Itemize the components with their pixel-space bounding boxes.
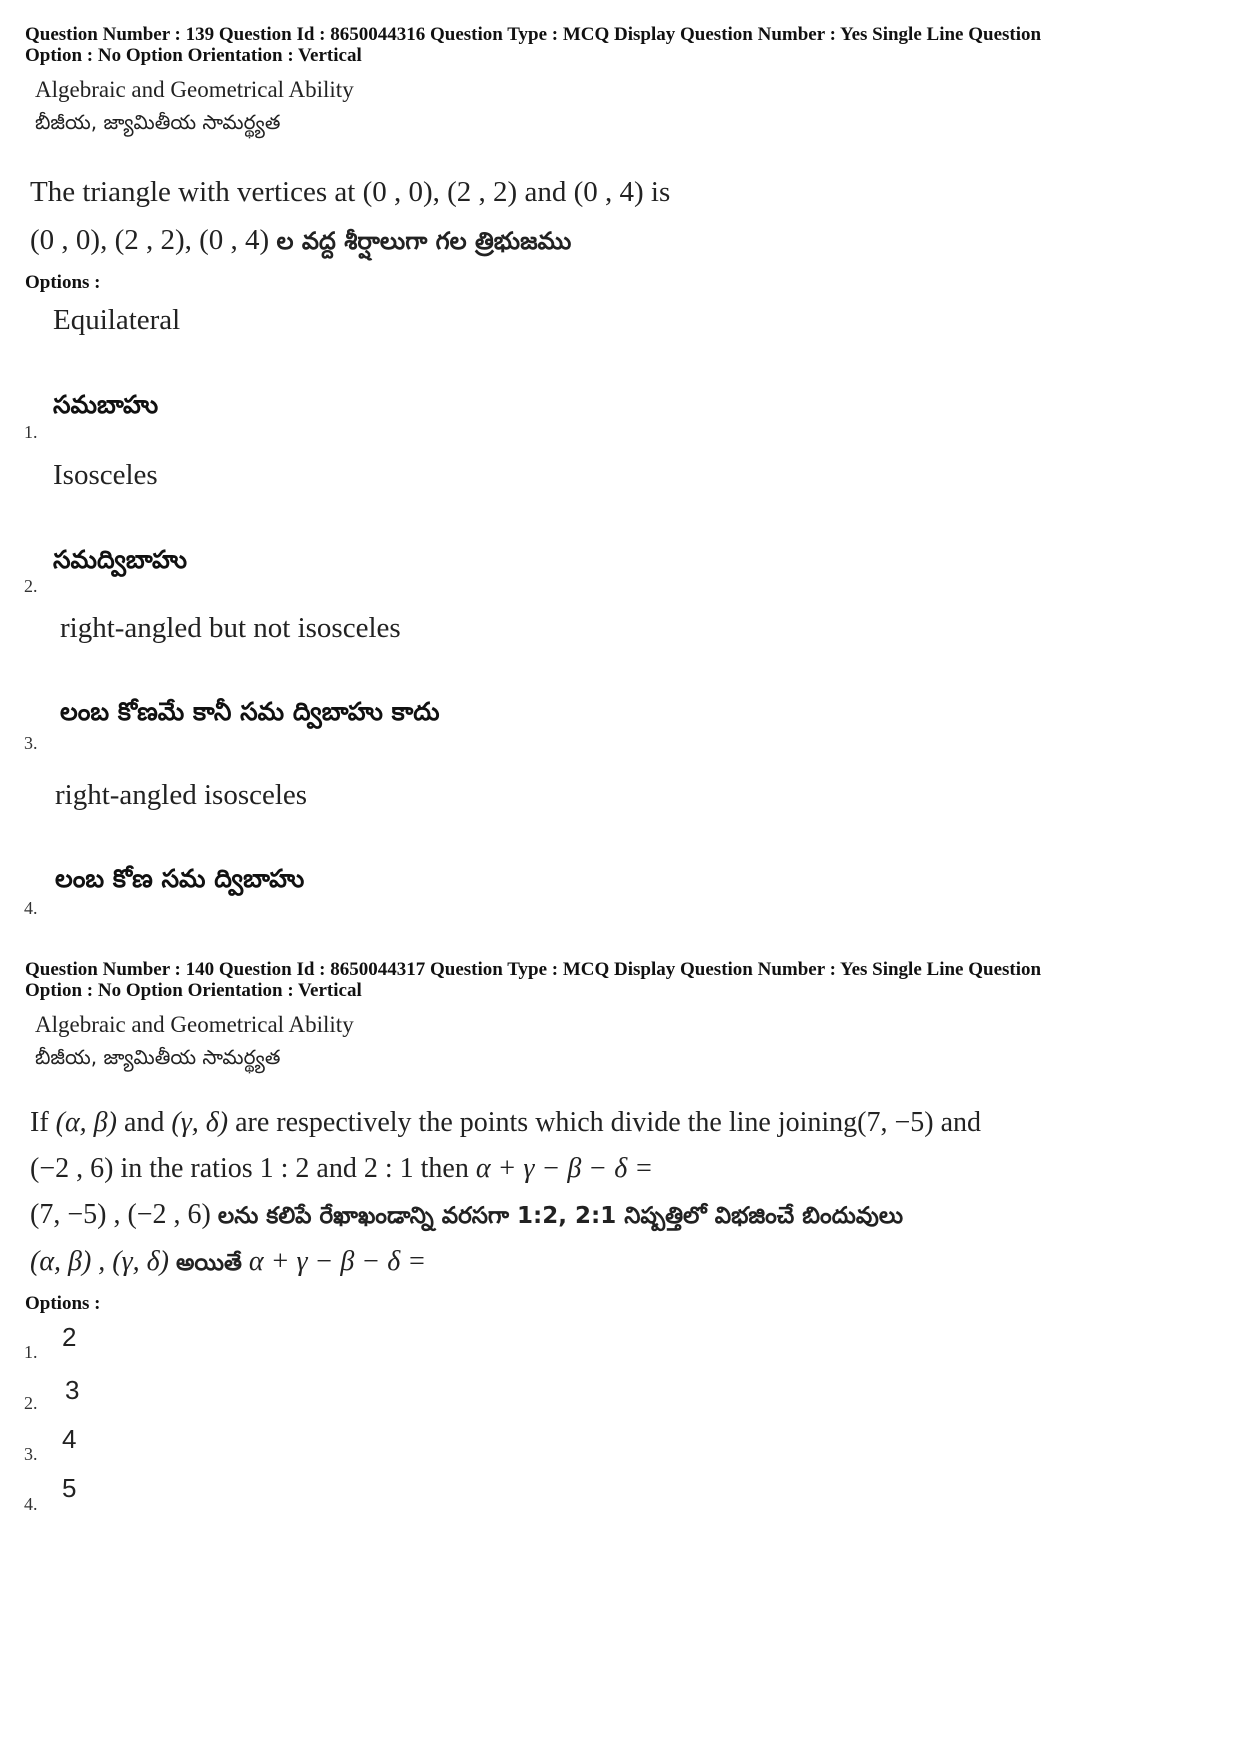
option-number: 3. xyxy=(24,1444,38,1464)
question-text-telugu-line xyxy=(30,216,670,265)
subject-english: Algebraic and Geometrical Ability xyxy=(35,1012,354,1037)
option-number: 1. xyxy=(24,1342,38,1362)
point-gamma-delta: (γ, δ) xyxy=(171,1107,229,1138)
question-text-telugu: లను కలిపే రేఖాఖండాన్ని వరసగా 1:2, 2:1 నిష్పత్తిలో విభజించే బిందువులు xyxy=(217,1203,904,1229)
subject-telugu: బీజీయ, జ్యామితీయ సామర్థ్యత xyxy=(35,110,281,134)
option-text-english: right-angled but not isosceles xyxy=(60,612,401,644)
question-text xyxy=(30,168,670,265)
question-header-line-1: Question Number : 140 Question Id : 8650044317 Question Type : MCQ Display Question Number : Yes Single Line Question xyxy=(25,959,1042,980)
option-number: 4. xyxy=(24,898,38,918)
option-number: 2. xyxy=(24,1393,38,1413)
question-header-line-2: Option : No Option Orientation : Vertical xyxy=(25,45,362,66)
option-number: 4. xyxy=(24,1494,38,1514)
subject-english: Algebraic and Geometrical Ability xyxy=(35,77,354,102)
option-text-telugu: సమబాహు xyxy=(53,390,159,419)
question-header xyxy=(25,959,1225,1001)
subject-block xyxy=(35,74,354,138)
question-line-1 xyxy=(30,1100,981,1146)
option-value: 4 xyxy=(62,1424,77,1454)
question-text-telugu: ల వద్ద శీర్షాలుగా గల త్రిభుజము xyxy=(276,227,572,255)
subject-telugu: బీజీయ, జ్యామితీయ సామర్థ్యత xyxy=(35,1045,281,1069)
option-text-english: right-angled isosceles xyxy=(55,779,308,811)
option-number: 1. xyxy=(24,422,38,442)
option-text-telugu: లంబ కోణమే కానీ సమ ద్విబాహు కాదు xyxy=(60,697,440,726)
option-text-english: Isosceles xyxy=(53,459,158,491)
text-fragment: If xyxy=(30,1107,56,1138)
option-text-english: Equilateral xyxy=(53,304,181,336)
option-text-telugu: లంబ కోణ సమ ద్విబాహు xyxy=(55,864,305,893)
question-header-line-2: Option : No Option Orientation : Vertical xyxy=(25,980,362,1001)
question-line-4 xyxy=(30,1239,981,1286)
text-fragment: (−2 , 6) in the ratios 1 : 2 and 2 : 1 then xyxy=(30,1153,476,1184)
option-number: 3. xyxy=(24,733,38,753)
question-line-3 xyxy=(30,1192,981,1239)
question-header xyxy=(25,24,1225,66)
expression: α + γ − β − δ = xyxy=(475,1153,654,1184)
option-value: 3 xyxy=(65,1375,80,1405)
question-coordinates: (7, −5) , (−2 , 6) xyxy=(30,1199,211,1230)
question-text-telugu: అయితే xyxy=(176,1250,242,1276)
text-fragment: are respectively the points which divide the line joining(7, −5) and xyxy=(228,1107,982,1138)
option-number: 2. xyxy=(24,576,38,596)
text-fragment: and xyxy=(116,1107,172,1138)
subject-block xyxy=(35,1009,354,1073)
point-alpha-beta: (α, β) xyxy=(55,1107,117,1138)
question-line-2 xyxy=(30,1146,981,1192)
question-text-english: The triangle with vertices at (0 , 0), (2 , 2) and (0 , 4) is xyxy=(30,176,671,208)
option-value: 2 xyxy=(62,1322,77,1352)
question-text xyxy=(30,1100,981,1286)
options-label: Options : xyxy=(25,1293,101,1314)
option-value: 5 xyxy=(62,1473,77,1503)
question-coordinates: (0 , 0), (2 , 2), (0 , 4) xyxy=(30,224,270,256)
option-text-telugu: సమద్విబాహు xyxy=(53,545,188,574)
expression: α + γ − β − δ = xyxy=(248,1246,427,1277)
options-label: Options : xyxy=(25,272,101,293)
question-header-line-1: Question Number : 139 Question Id : 8650044316 Question Type : MCQ Display Question Number : Yes Single Line Question xyxy=(25,24,1042,45)
points: (α, β) , (γ, δ) xyxy=(30,1246,169,1277)
